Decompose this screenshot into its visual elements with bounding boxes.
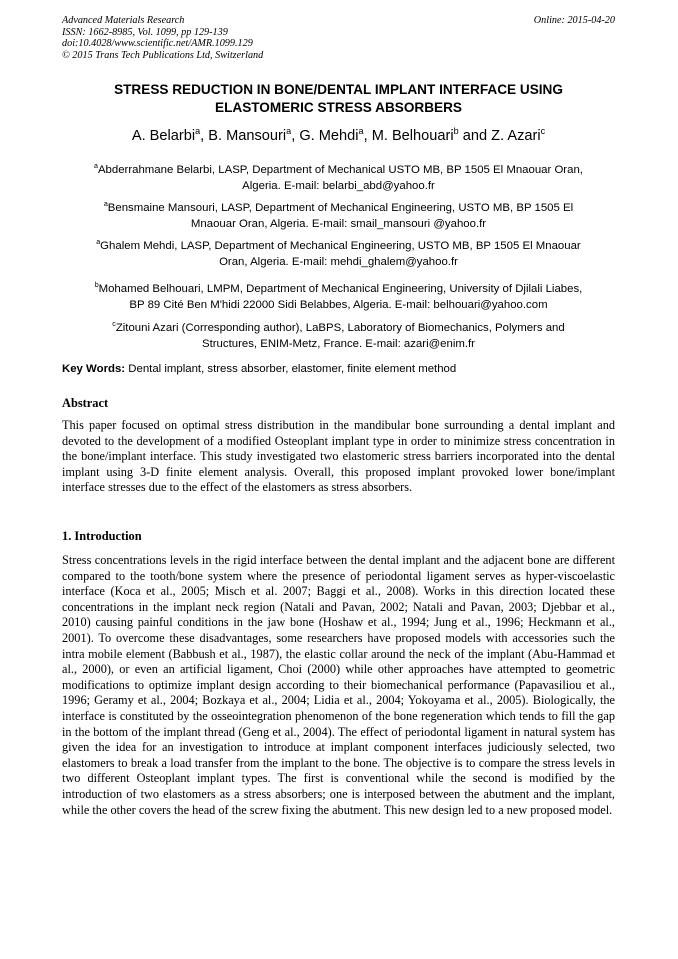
journal-header	[62, 15, 615, 61]
affiliation-mark: b	[94, 282, 99, 290]
author-separator: ,	[363, 128, 372, 144]
affiliation-line: Structures, ENIM-Metz, France. E-mail: azari@enim.fr	[202, 338, 475, 350]
abstract-text: This paper focused on optimal stress distribution in the mandibular bone surrounding a dental implant and devoted to the development of a modified Osteoplant implant type in order to minimize stress concentration in the bone/implant interface. This study investigated two elastomeric stress barriers incorporated into the dental implant using 3-D finite element analysis. Overall, this proposed implant provoked lower bone/implant interface stresses due to the effect of the elastomers as stress absorbers.	[62, 418, 615, 495]
affiliation-line: Abderrahmane Belarbi, LASP, Department of Mechanical USTO MB, BP 1505 El Mnaouar Oran,	[97, 164, 583, 176]
journal-doi: doi:10.4028/www.scientific.net/AMR.1099.129	[62, 38, 253, 50]
keywords	[62, 361, 615, 377]
affiliation-mark: c	[112, 321, 116, 329]
affiliation-line: Mnaouar Oran, Algeria. E-mail: smail_mansouri @yahoo.fr	[190, 218, 487, 230]
author-separator: ,	[291, 128, 300, 144]
author-affil-mark: b	[453, 126, 459, 137]
introduction-text: Stress concentrations levels in the rigid interface between the dental implant and the adjacent bone are different compared to the tooth/bone system where the presence of periodontal ligament serves as hyper-viscoelastic interface (Koca et al., 2005; Misch et al. 2007; Baggi et al., 2008). Works in this direction located these concentrations in the implant neck region (Natali and Pavan, 2002; Natali and Pavan, 2003; Djebbar et al., 2010) causing painful conditions in the jaw bone (Hoshaw et al., 1994; Jung et al., 1996; Heckmann et al., 2001). To overcome these disadvantages, some researchers have proposed models with accessories such the intra mobile element (Babbush et al., 1987), the elastic collar around the neck of the implant (Abu-Hammad et al., 2000), or even an artificial ligament, Choi (2000) while other approaches have attempted to geometric modifications to optimize implant design according to their biomechanical performance (Papavasiliou et al., 1996; Geramy et al., 2004; Bozkaya et al., 2004; Lidia et al., 2004; Yokoyama et al., 2005). Biologically, the interface is constituted by the osseointegration phenomenon of the bone regeneration which tends to fill the gap in the bottom of the implant thread (Geng et al., 2004). The effect of periodontal ligament in natural system has given the idea for an investigation to introduce at implant component interfaces judiciously selected, two elastomers to break a load transfer from the implant to the bone. The objective is to compare the stress levels in two different Osteoplant implant types. The first is conventional while the second is modified by the introduction of two elastomers as a stress absorbers; one is interposed between the abutment and the implant, while the other covers the head of the screw fixing the abutment. This new design led to a new proposed model.	[62, 553, 615, 817]
affiliation	[62, 200, 615, 232]
affiliation-line: Algeria. E-mail: belarbi_abd@yahoo.fr	[242, 180, 435, 192]
title-line-2: ELASTOMERIC STRESS ABSORBERS	[215, 100, 462, 115]
author-affil-mark: a	[286, 126, 292, 137]
introduction-heading: 1. Introduction	[62, 529, 142, 543]
affiliation	[62, 320, 615, 352]
affiliation-line: Mohamed Belhouari, LMPM, Department of Mechanical Engineering, University of Djilali Liabes,	[98, 283, 583, 295]
keywords-text: Dental implant, stress absorber, elastomer, finite element method	[125, 363, 457, 375]
author-affil-mark: c	[540, 126, 546, 137]
author-list	[62, 126, 615, 146]
author-separator: ,	[200, 128, 209, 144]
paper-title	[62, 81, 615, 117]
affiliation	[62, 162, 615, 194]
affiliation	[62, 281, 615, 313]
journal-name: Advanced Materials Research	[62, 15, 185, 26]
affiliation-mark: a	[94, 163, 98, 171]
journal-issn: ISSN: 1662-8985, Vol. 1099, pp 129-139	[62, 26, 228, 38]
keywords-label: Key Words:	[62, 363, 126, 375]
author-name: A. Belarbi	[131, 128, 196, 144]
author-affil-mark: a	[195, 126, 201, 137]
abstract-heading: Abstract	[62, 396, 109, 410]
affiliation-mark: a	[96, 239, 101, 247]
affiliation	[62, 238, 615, 270]
online-date: Online: 2015-04-20	[533, 15, 615, 26]
author-affil-mark: a	[358, 126, 364, 137]
author-name: M. Belhouari	[371, 128, 454, 144]
affiliation-line: Bensmaine Mansouri, LASP, Department of Mechanical Engineering, USTO MB, BP 1505 El	[107, 202, 574, 214]
author-separator: and	[458, 128, 492, 144]
author-name: G. Mehdi	[299, 128, 359, 144]
affiliation-line: Zitouni Azari (Corresponding author), LaBPS, Laboratory of Biomechanics, Polymers and	[115, 322, 565, 334]
title-line-1: STRESS REDUCTION IN BONE/DENTAL IMPLANT INTERFACE USING	[114, 82, 563, 97]
author-name: B. Mansouri	[208, 128, 287, 144]
affiliation-mark: a	[103, 201, 108, 209]
author-name: Z. Azari	[491, 128, 541, 144]
affiliation-line: BP 89 Cité Ben M'hidi 22000 Sidi Belabbes, Algeria. E-mail: belhouari@yahoo.com	[129, 299, 548, 311]
affiliation-line: Oran, Algeria. E-mail: mehdi_ghalem@yahoo.fr	[219, 256, 458, 268]
affiliation-line: Ghalem Mehdi, LASP, Department of Mechanical Engineering, USTO MB, BP 1505 El Mnaouar	[100, 240, 581, 252]
journal-copyright: © 2015 Trans Tech Publications Ltd, Switzerland	[62, 49, 264, 61]
